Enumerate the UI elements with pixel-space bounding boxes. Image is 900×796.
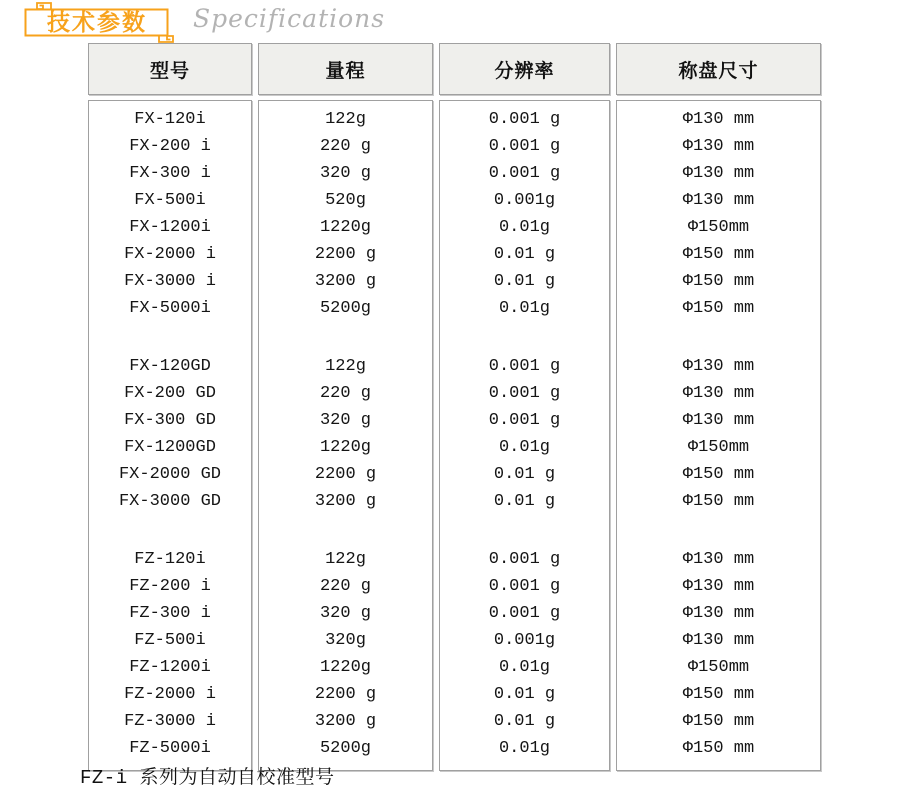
cell-pan-size: Φ150mm: [687, 658, 750, 677]
cell-pan-size: Φ130 mm: [682, 577, 755, 596]
cell-resolution: 0.001g: [493, 191, 556, 210]
cell-resolution: 0.001 g: [488, 357, 561, 376]
cell-capacity: 220 g: [319, 137, 371, 156]
cell-pan-size: Φ150 mm: [682, 685, 755, 704]
cell-capacity: 122g: [325, 357, 366, 376]
group-spacer: [440, 322, 609, 353]
cell-resolution: 0.001 g: [488, 550, 561, 569]
cell-resolution: 0.01 g: [493, 272, 556, 291]
cell-pan-size: Φ150 mm: [682, 465, 755, 484]
cell-capacity: 122g: [325, 550, 366, 569]
cell-resolution: 0.001 g: [488, 110, 561, 129]
cell-resolution: 0.001 g: [488, 411, 561, 430]
cell-pan-size: Φ150 mm: [682, 739, 755, 758]
cell-resolution: 0.01 g: [493, 245, 556, 264]
cell-pan-size: Φ130 mm: [682, 631, 755, 650]
cell-resolution: 0.01 g: [493, 492, 556, 511]
group-spacer: [259, 322, 432, 353]
cell-resolution: 0.001 g: [488, 164, 561, 183]
cell-pan-size: Φ130 mm: [682, 164, 755, 183]
column-header-resolution: 分辨率: [439, 43, 610, 95]
cell-pan-size: Φ130 mm: [682, 110, 755, 129]
cell-resolution: 0.01g: [498, 438, 550, 457]
cell-capacity: 220 g: [319, 384, 371, 403]
cell-model: FX-3000 GD: [118, 492, 222, 511]
cell-model: FX-2000 GD: [118, 465, 222, 484]
cell-capacity: 2200 g: [314, 685, 377, 704]
cell-resolution: 0.001 g: [488, 577, 561, 596]
group-spacer: [259, 515, 432, 546]
cell-resolution: 0.01 g: [493, 712, 556, 731]
cell-model: FZ-1200i: [129, 658, 211, 677]
cell-model: FZ-200 i: [129, 577, 211, 596]
cell-pan-size: Φ150mm: [687, 438, 750, 457]
cell-resolution: 0.01 g: [493, 465, 556, 484]
cell-model: FX-300 i: [129, 164, 211, 183]
group-spacer: [440, 515, 609, 546]
cell-resolution: 0.001g: [493, 631, 556, 650]
section-title-en: Specifications: [193, 4, 386, 33]
column-body-resolution: [439, 100, 610, 771]
cell-model: FX-300 GD: [124, 411, 216, 430]
cell-capacity: 320 g: [319, 164, 371, 183]
cell-model: FX-1200GD: [124, 438, 216, 457]
cell-resolution: 0.01g: [498, 299, 550, 318]
cell-capacity: 520g: [325, 191, 366, 210]
cell-pan-size: Φ150 mm: [682, 492, 755, 511]
column-body-model: [88, 100, 252, 771]
cell-model: FZ-120i: [134, 550, 206, 569]
spec-table: [88, 43, 821, 771]
cell-capacity: 320g: [325, 631, 366, 650]
cell-pan-size: Φ130 mm: [682, 604, 755, 623]
cell-pan-size: Φ150 mm: [682, 272, 755, 291]
cell-model: FZ-5000i: [129, 739, 211, 758]
cell-pan-size: Φ150 mm: [682, 712, 755, 731]
cell-capacity: 3200 g: [314, 712, 377, 731]
cell-capacity: 320 g: [319, 604, 371, 623]
cell-model: FZ-500i: [134, 631, 206, 650]
cell-pan-size: Φ130 mm: [682, 137, 755, 156]
cell-resolution: 0.01g: [498, 739, 550, 758]
cell-model: FX-120i: [134, 110, 206, 129]
cell-capacity: 5200g: [319, 739, 371, 758]
cell-pan-size: Φ150 mm: [682, 299, 755, 318]
cell-capacity: 1220g: [319, 438, 371, 457]
cell-resolution: 0.001 g: [488, 604, 561, 623]
cell-pan-size: Φ130 mm: [682, 191, 755, 210]
group-spacer: [89, 515, 251, 546]
cell-model: FX-3000 i: [124, 272, 216, 291]
group-spacer: [617, 515, 820, 546]
cell-pan-size: Φ130 mm: [682, 411, 755, 430]
section-title: [10, 0, 510, 46]
cell-model: FX-5000i: [129, 299, 211, 318]
cell-pan-size: Φ150 mm: [682, 245, 755, 264]
cell-capacity: 1220g: [319, 658, 371, 677]
group-spacer: [89, 322, 251, 353]
cell-capacity: 2200 g: [314, 465, 377, 484]
cell-resolution: 0.01 g: [493, 685, 556, 704]
cell-model: FZ-3000 i: [124, 712, 216, 731]
cell-model: FX-500i: [134, 191, 206, 210]
column-body-capacity: [258, 100, 433, 771]
cell-capacity: 5200g: [319, 299, 371, 318]
cell-capacity: 220 g: [319, 577, 371, 596]
cell-model: FZ-300 i: [129, 604, 211, 623]
cell-model: FX-120GD: [129, 357, 211, 376]
cell-pan-size: Φ130 mm: [682, 357, 755, 376]
cell-resolution: 0.001 g: [488, 137, 561, 156]
cell-model: FX-200 i: [129, 137, 211, 156]
cell-pan-size: Φ130 mm: [682, 550, 755, 569]
cell-capacity: 1220g: [319, 218, 371, 237]
column-header-model: 型号: [88, 43, 252, 95]
cell-model: FX-200 GD: [124, 384, 216, 403]
cell-model: FX-2000 i: [124, 245, 216, 264]
cell-capacity: 122g: [325, 110, 366, 129]
cell-capacity: 2200 g: [314, 245, 377, 264]
cell-resolution: 0.01g: [498, 658, 550, 677]
column-header-pan-size: 称盘尺寸: [616, 43, 821, 95]
footnote: FZ-i 系列为自动自校准型号: [80, 767, 335, 789]
cell-pan-size: Φ150mm: [687, 218, 750, 237]
cell-capacity: 320 g: [319, 411, 371, 430]
group-spacer: [617, 322, 820, 353]
cell-resolution: 0.01g: [498, 218, 550, 237]
section-title-cn: 技术参数: [47, 9, 147, 35]
cell-capacity: 3200 g: [314, 272, 377, 291]
column-header-capacity: 量程: [258, 43, 433, 95]
cell-pan-size: Φ130 mm: [682, 384, 755, 403]
column-body-pan-size: [616, 100, 821, 771]
cell-model: FX-1200i: [129, 218, 211, 237]
cell-capacity: 3200 g: [314, 492, 377, 511]
cell-model: FZ-2000 i: [124, 685, 216, 704]
cell-resolution: 0.001 g: [488, 384, 561, 403]
